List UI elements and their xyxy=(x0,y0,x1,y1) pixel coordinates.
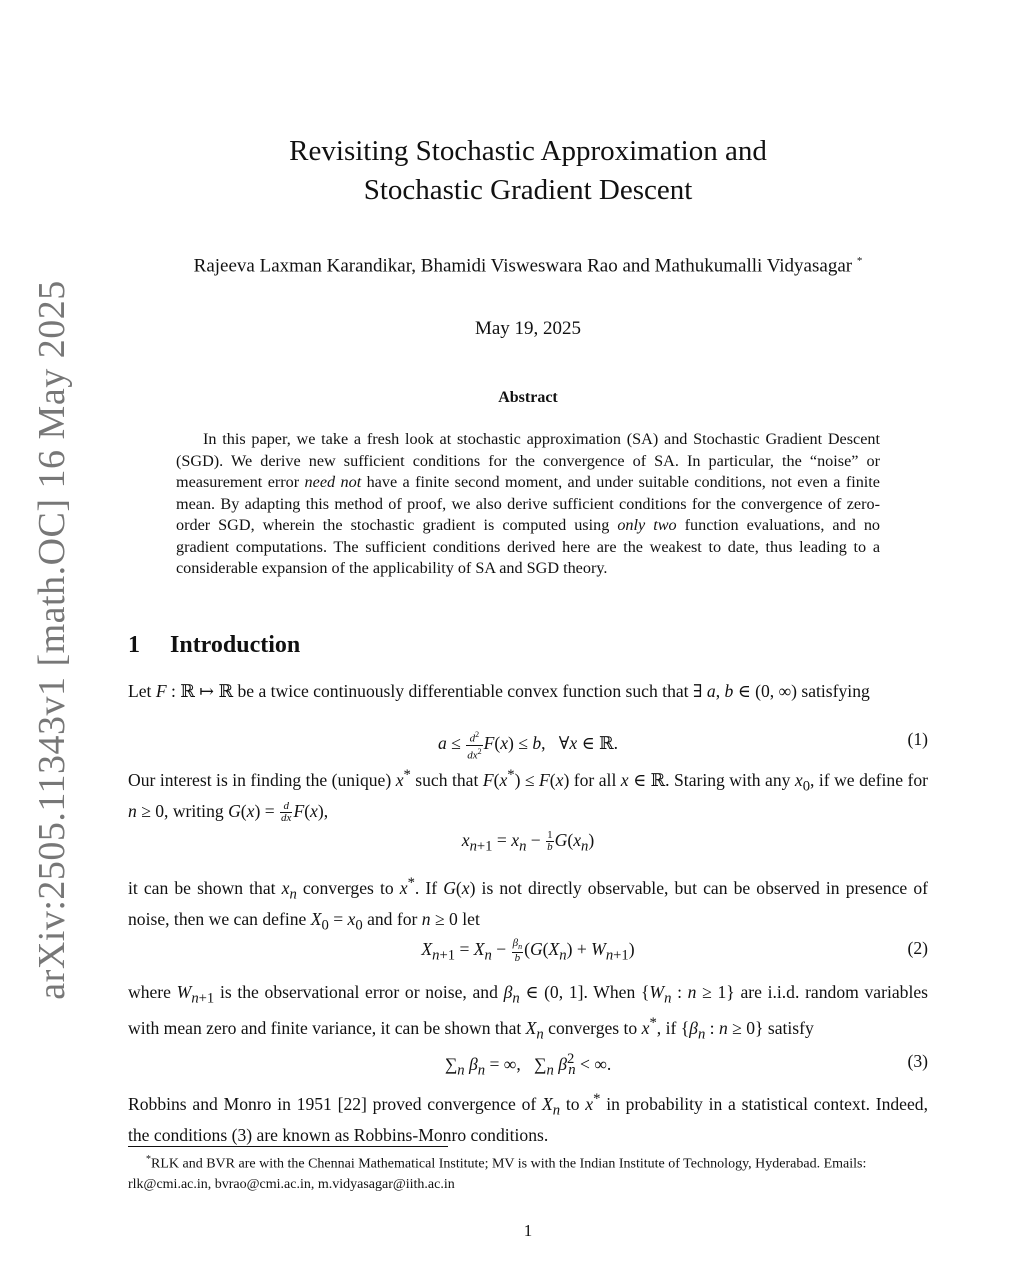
abstract-emphasis-2: only two xyxy=(617,516,677,534)
equation-1: a ≤ $\frac{d^2}{dx^2}$ F(x) ≤ b, ∀x ∈ ℝ. (1) xyxy=(437,729,928,762)
footnote-mark: * xyxy=(146,1154,151,1165)
title-line-2: Stochastic Gradient Descent xyxy=(363,174,693,206)
title-line-1: Revisiting Stochastic Approximation and xyxy=(289,135,767,167)
author-names: Rajeeva Laxman Karandikar, Bhamidi Visweswara Rao and Mathukumalli Vidyasagar xyxy=(193,255,853,277)
section-title: Introduction xyxy=(170,632,301,658)
equation-number-2: (2) xyxy=(907,938,928,958)
abstract-heading: Abstract xyxy=(498,389,558,406)
abstract-part-1: In this paper, we take a fresh look at stochastic approximation (SA) and Stochastic Gradient Descent (SGD). We derive new sufficient conditions for the convergence of SA. In particular, the “noise” or measurement error xyxy=(176,430,880,491)
equation-3: $\sum_n$ $\beta_n$ = ∞, $\sum_n$ $\beta^2_n$ < ∞. (3) xyxy=(444,1051,928,1079)
arxiv-identifier-text: arXiv:2505.11343v1 [math.OC] 16 May 2025 xyxy=(31,280,73,1000)
section-heading xyxy=(128,632,300,659)
footnote-text: RLK and BVR are with the Chennai Mathematical Institute; MV is with the Indian Institute of Technology, Hyderabad. Emails: rlk@cmi.ac.in, bvrao@cmi.ac.in, m.vidyasagar@iith.ac.in xyxy=(128,1156,867,1192)
author-footnote-mark: * xyxy=(856,255,863,267)
section-number: 1 xyxy=(128,632,140,658)
abstract-part-3: function evaluations, and no gradient computations. The sufficient conditions derived here are the weakest to date, thus leading to a considerable expansion of the applicability of SA and SGD theory. xyxy=(176,516,881,577)
paper-title xyxy=(128,132,928,210)
footnote xyxy=(128,1150,928,1195)
page-number: 1 xyxy=(523,1221,533,1240)
equation-number-1: (1) xyxy=(907,729,928,749)
equation-number-3: (3) xyxy=(907,1051,928,1071)
paper-date: May 19, 2025 xyxy=(474,318,582,339)
author-list xyxy=(128,255,928,277)
paragraph-4: where $W_{n+1}$ is the observational error or noise, and $\beta_n$ ∈ (0, 1]. When {$W_n$ : n ≥ 1} are i.i.d. random variables with mean zero and finite variance, it can be shown that $X_n$ converges to x*, if {$\beta_n$ : n ≥ 0} satisfy xyxy=(128,982,929,1043)
footnote-rule xyxy=(128,1146,448,1147)
equation-iteration: $x_{n+1} = x_n$ − $\frac{1}{b}$ $G(x_n)$ xyxy=(461,829,595,855)
abstract-emphasis-1: need not xyxy=(304,473,362,491)
paragraph-5: Robbins and Monro in 1951 [22] proved convergence of $X_n$ to x* in probability in a statistical context. Indeed, the conditions (3) are known as Robbins-Monro conditions. xyxy=(128,1091,928,1145)
equation-2: $X_{n+1} = X_n$ − $\frac{\beta_n}{b}$ $(G(X_n) + W_{n+1})$ (2) xyxy=(421,937,928,965)
arxiv-identifier xyxy=(22,280,82,1000)
abstract-body xyxy=(176,429,880,580)
paragraph-2: Our interest is in finding the (unique) x* such that F(x*) ≤ F(x) for all x ∈ ℝ. Staring with any $x_0$, if we define for n ≥ 0, writing G(x) = $\frac{d}{dx}$ F(x), xyxy=(128,767,929,825)
abstract-part-2: have a finite second moment, and under suitable conditions, not even a finite mean. By adapting this method of proof, we also derive sufficient conditions for the convergence of zero-order SGD, wherein the stochastic gradient is computed using xyxy=(176,473,880,534)
paragraph-1: Let F : ℝ ↦ ℝ be a twice continuously differentiable convex function such that ∃ a, b ∈ (0, ∞) satisfying xyxy=(128,681,870,701)
paragraph-3: it can be shown that $x_n$ converges to x*. If G(x) is not directly observable, but can be observed in presence of noise, then we can define $X_0 = x_0$ and for n ≥ 0 let xyxy=(128,875,928,934)
